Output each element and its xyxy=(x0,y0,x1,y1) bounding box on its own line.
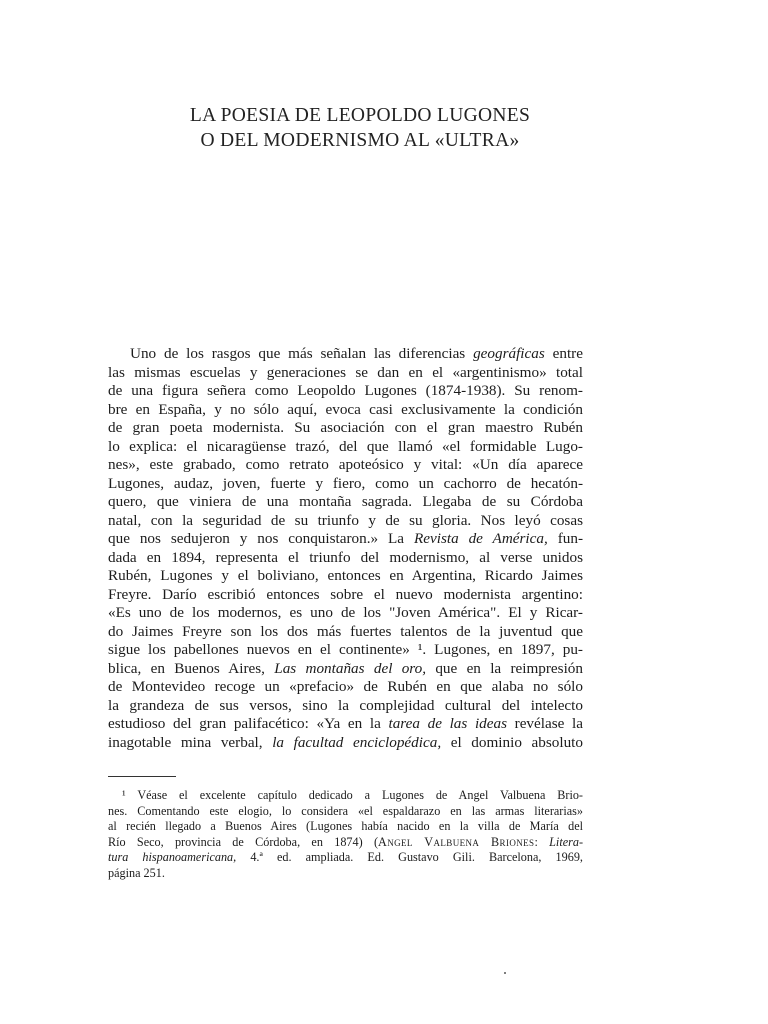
text-line: quero, que viniera de una montaña sagrada. Llegaba de su Córdoba xyxy=(108,493,583,510)
text-line: lo explica: el nicaragüense trazó, del que llamó «el formidable Lugo- xyxy=(108,437,583,455)
text-line: Freyre. Darío escribió entonces sobre el nuevo modernista argentino: xyxy=(108,585,583,603)
text-line: estudioso del gran palifacético: «Ya en la tarea de las ideas revélase la xyxy=(108,715,583,732)
text-line: nes», este grabado, como retrato apoteósico y vital: «Un día aparece xyxy=(108,456,583,473)
text-line: blica, en Buenos Aires, Las montañas del oro, que en la reimpresión xyxy=(108,659,583,677)
text-line: dada en 1894, representa el triunfo del modernismo, al verse unidos xyxy=(108,548,583,566)
footnote-line: al recién llegado a Buenos Aires (Lugones había nacido en la villa de María del xyxy=(108,819,583,834)
text-line: Rubén, Lugones y el boliviano, entonces en Argentina, Ricardo Jaimes xyxy=(108,567,583,584)
title-line-1: LA POESIA DE LEOPOLDO LUGONES xyxy=(189,105,531,126)
footnote-line: tura hispanoamericana, 4.ª ed. ampliada. Ed. Gustavo Gili. Barcelona, 1969, xyxy=(108,850,583,865)
footnote xyxy=(108,788,583,882)
text-line: las mismas escuelas y generaciones se dan en el «argentinismo» total xyxy=(108,363,583,381)
footnote-divider xyxy=(108,776,176,777)
text-line: bre en España, y no sólo aquí, evoca casi exclusivamente la condición xyxy=(108,400,583,418)
text-line: que nos sedujeron y nos conquistaron.» La Revista de América, fun- xyxy=(108,530,584,547)
footnote-line: página 251. xyxy=(108,865,165,880)
text-line: la grandeza de sus versos, sino la complejidad cultural del intelecto xyxy=(108,696,583,714)
scan-speck xyxy=(504,972,506,974)
text-line: sigue los pabellones nuevos en el continente» ¹. Lugones, en 1897, pu- xyxy=(108,641,583,658)
text-line: Lugones, audaz, joven, fuerte y fiero, como un cachorro de hecatón- xyxy=(108,474,583,492)
footnote-line: nes. Comentando este elogio, lo considera «el espaldarazo en las armas literarias» xyxy=(108,803,583,818)
text-line: do Jaimes Freyre son los dos más fuertes talentos de la juventud que xyxy=(108,622,583,640)
text-line: «Es uno de los modernos, es uno de los "Joven América". El y Ricar- xyxy=(108,604,583,621)
text-line: de Montevideo recoge un «prefacio» de Rubén en que alaba no sólo xyxy=(108,678,583,695)
title-line-2: O DEL MODERNISMO AL «ULTRA» xyxy=(200,130,520,151)
body-paragraph xyxy=(108,345,583,752)
article-title xyxy=(150,103,570,153)
text-line: natal, con la seguridad de su triunfo y de su gloria. Nos leyó cosas xyxy=(108,511,583,529)
text-line: de una figura señera como Leopoldo Lugones (1874-1938). Su renom- xyxy=(108,382,583,399)
text-line: de gran poeta modernista. Su asociación con el gran maestro Rubén xyxy=(108,419,583,436)
text-line: inagotable mina verbal, la facultad enciclopédica, el dominio absoluto xyxy=(108,733,583,751)
footnote-line: Río Seco, provincia de Córdoba, en 1874) (Angel Valbuena Briones: Litera- xyxy=(108,834,584,849)
footnote-line: ¹ Véase el excelente capítulo dedicado a Lugones de Angel Valbuena Brio- xyxy=(122,788,583,802)
text-line: Uno de los rasgos que más señalan las diferencias geográficas entre xyxy=(130,345,583,362)
